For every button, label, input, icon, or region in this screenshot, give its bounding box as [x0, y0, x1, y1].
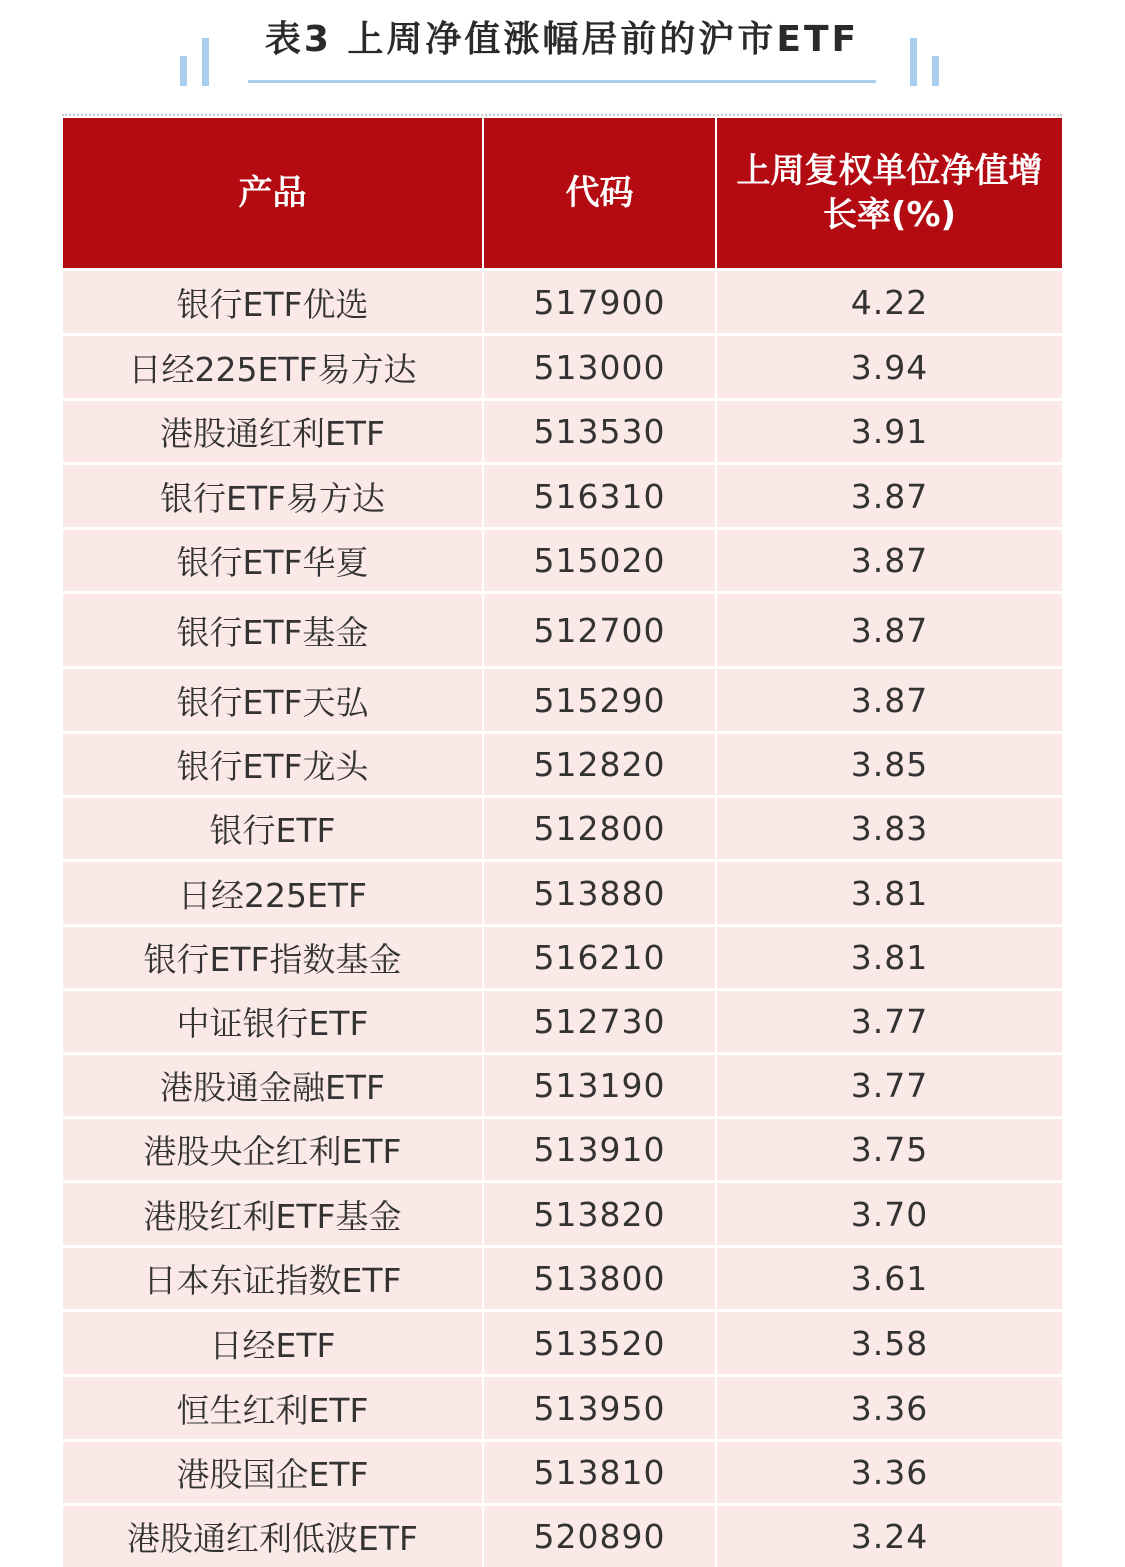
product-name-cell: 银行ETF天弘	[63, 669, 484, 731]
code-cell: 516310	[484, 465, 717, 527]
nav-growth-cell: 3.94	[850, 347, 929, 387]
product-name-cell: 银行ETF	[63, 798, 484, 859]
product-name-cell: 日经225ETF易方达	[63, 336, 484, 398]
product-name-cell: 银行ETF龙头	[63, 734, 484, 795]
code-cell: 513810	[484, 1442, 717, 1503]
header-nav-growth: 上周复权单位净值增长率(%)	[736, 151, 1043, 235]
nav-growth-cell: 3.87	[850, 476, 929, 516]
table-header	[63, 118, 1062, 268]
nav-growth-cell: 3.77	[850, 1066, 929, 1105]
nav-growth-cell: 3.87	[850, 680, 929, 720]
table-row	[63, 333, 1062, 398]
etf-table	[63, 118, 1062, 1567]
decorative-bars-right	[910, 38, 944, 86]
decorative-bar	[202, 38, 209, 86]
title-underline	[248, 80, 876, 83]
code-cell: 513530	[484, 401, 717, 462]
product-name-cell: 港股通红利ETF	[63, 401, 484, 462]
product-name-cell: 中证银行ETF	[63, 991, 484, 1052]
table-row	[63, 988, 1062, 1052]
product-name-cell: 银行ETF易方达	[63, 465, 484, 527]
product-name-cell: 港股通红利低波ETF	[63, 1506, 484, 1567]
product-name-cell: 日经ETF	[63, 1312, 484, 1374]
product-name-cell: 银行ETF优选	[63, 271, 484, 333]
table-row	[63, 924, 1062, 988]
nav-growth-cell: 3.24	[850, 1517, 929, 1556]
nav-growth-cell: 3.75	[850, 1130, 929, 1169]
nav-growth-cell: 4.22	[850, 282, 929, 322]
nav-growth-cell: 3.85	[850, 745, 929, 784]
code-cell: 516210	[484, 927, 717, 988]
table-title: 表3 上周净值涨幅居前的沪市ETF	[264, 19, 860, 60]
code-cell: 512820	[484, 734, 717, 795]
nav-growth-cell: 3.91	[850, 412, 929, 451]
nav-growth-cell: 3.81	[850, 938, 929, 977]
nav-growth-cell: 3.87	[850, 541, 929, 580]
decorative-bar	[910, 38, 917, 86]
table-row	[63, 731, 1062, 795]
table-row	[63, 666, 1062, 731]
table-row	[63, 795, 1062, 859]
nav-growth-cell: 3.87	[850, 610, 929, 650]
code-cell: 515020	[484, 530, 717, 591]
code-cell: 512700	[484, 594, 717, 666]
code-cell: 515290	[484, 669, 717, 731]
table-body	[63, 268, 1062, 1567]
product-name-cell: 银行ETF基金	[63, 594, 484, 666]
code-cell: 513520	[484, 1312, 717, 1374]
table-row	[63, 1052, 1062, 1116]
nav-growth-cell: 3.83	[850, 809, 929, 848]
code-cell: 517900	[484, 271, 717, 333]
table-row	[63, 1503, 1062, 1567]
table-row	[63, 859, 1062, 924]
code-cell: 513800	[484, 1248, 717, 1309]
table-row	[63, 1439, 1062, 1503]
code-cell: 520890	[484, 1506, 717, 1567]
nav-growth-cell: 3.36	[850, 1453, 929, 1492]
product-name-cell: 银行ETF华夏	[63, 530, 484, 591]
product-name-cell: 恒生红利ETF	[63, 1377, 484, 1439]
nav-growth-cell: 3.58	[850, 1323, 929, 1363]
nav-growth-cell: 3.77	[850, 1002, 929, 1041]
code-cell: 513910	[484, 1119, 717, 1180]
decorative-bars-left	[180, 38, 214, 86]
product-name-cell: 港股央企红利ETF	[63, 1119, 484, 1180]
table-row	[63, 1245, 1062, 1309]
table-row	[63, 1374, 1062, 1439]
decorative-bar	[180, 56, 187, 86]
product-name-cell: 日本东证指数ETF	[63, 1248, 484, 1309]
nav-growth-cell: 3.70	[850, 1194, 929, 1234]
product-name-cell: 港股红利ETF基金	[63, 1183, 484, 1245]
decorative-bar	[932, 56, 939, 86]
nav-growth-cell: 3.81	[850, 873, 929, 913]
code-cell: 512800	[484, 798, 717, 859]
code-cell: 513950	[484, 1377, 717, 1439]
nav-growth-cell: 3.61	[850, 1259, 929, 1298]
code-cell: 513000	[484, 336, 717, 398]
table-row	[63, 1116, 1062, 1180]
table-row	[63, 591, 1062, 666]
code-cell: 512730	[484, 991, 717, 1052]
table-row	[63, 527, 1062, 591]
code-cell: 513190	[484, 1055, 717, 1116]
table-row	[63, 268, 1062, 333]
product-name-cell: 银行ETF指数基金	[63, 927, 484, 988]
code-cell: 513880	[484, 862, 717, 924]
title-block	[0, 0, 1125, 110]
product-name-cell: 港股国企ETF	[63, 1442, 484, 1503]
dotted-divider	[62, 114, 1062, 116]
product-name-cell: 港股通金融ETF	[63, 1055, 484, 1116]
header-product: 产品	[63, 118, 484, 268]
table-row	[63, 462, 1062, 527]
product-name-cell: 日经225ETF	[63, 862, 484, 924]
table-row	[63, 398, 1062, 462]
table-row	[63, 1309, 1062, 1374]
nav-growth-cell: 3.36	[850, 1388, 929, 1428]
table-row	[63, 1180, 1062, 1245]
code-cell: 513820	[484, 1183, 717, 1245]
header-code: 代码	[484, 118, 717, 268]
